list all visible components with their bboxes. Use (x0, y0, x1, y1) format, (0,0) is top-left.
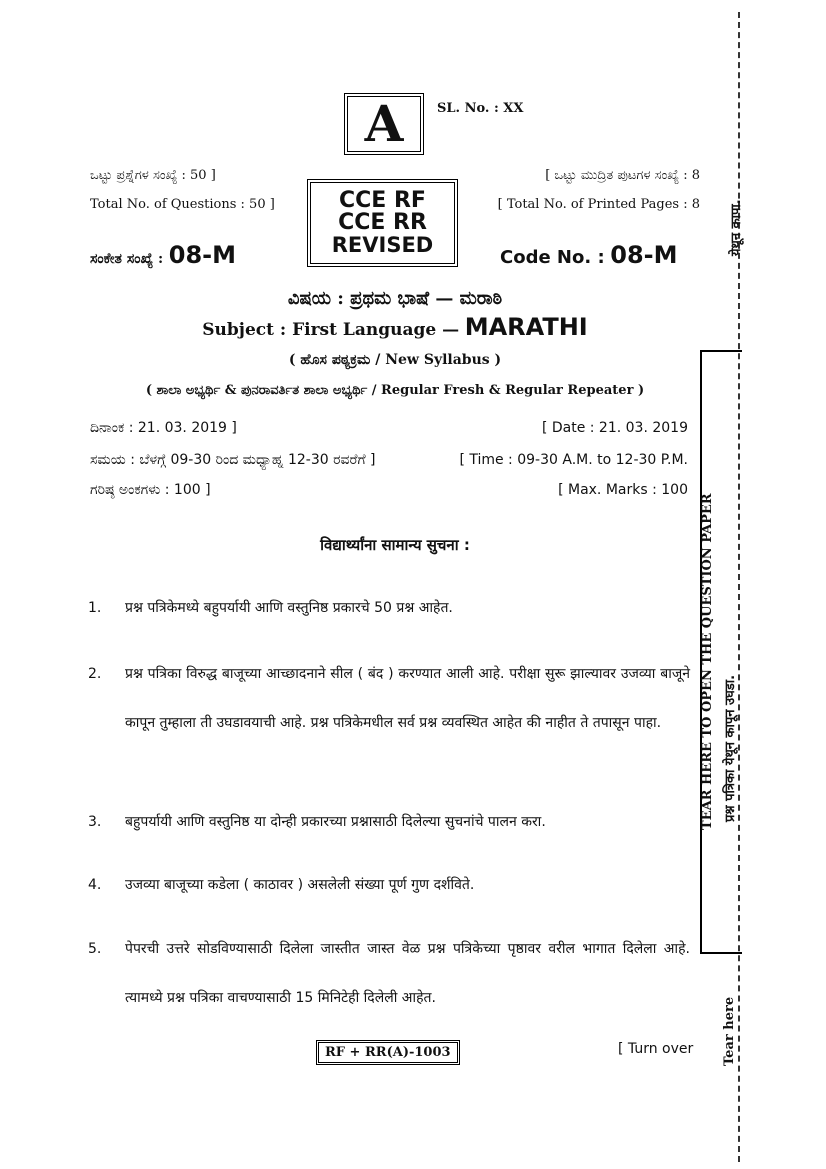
time-en: [ Time : 09-30 A.M. to 12-30 P.M. (459, 452, 688, 468)
code-number-en (500, 241, 678, 269)
code-number-kn (90, 241, 236, 269)
tear-here-label: Tear here (722, 996, 737, 1066)
tear-instruction-mr: प्रश्न पत्रिका येथून कापून उघडा. (723, 674, 738, 822)
instruction-number: 3. (88, 814, 102, 830)
instruction-number: 2. (88, 666, 102, 682)
code-label-kn: ಸಂಕೇತ ಸಂಖ್ಯೆ : (90, 251, 164, 267)
serial-number: SL. No. : XX (437, 101, 524, 116)
code-label-en: Code No. : (500, 247, 605, 268)
subject-value-en: MARATHI (464, 313, 588, 341)
exam-type-line-1: CCE RF (339, 187, 426, 213)
exam-type-box (307, 179, 458, 267)
exam-type-line-3: REVISED (331, 232, 434, 257)
instruction-item (88, 925, 690, 1023)
questions-count-kn: ಒಟ್ಟು ಪ್ರಶ್ನೆಗಳ ಸಂಖ್ಯೆ : 50 ] (90, 168, 216, 183)
code-value-kn: 08-M (168, 241, 237, 269)
paper-code: RF + RR(A)-1003 (316, 1040, 460, 1065)
candidate-type: ( ಶಾಲಾ ಅಭ್ಯರ್ಥಿ & ಪುನರಾವರ್ತಿತ ಶಾಲಾ ಅಭ್ಯರ್ಥಿ / Regular Fresh & Regular Repeater ) (145, 383, 645, 398)
cut-here-label: येथून कापा. (729, 199, 744, 256)
turn-over-note: [ Turn over (618, 1041, 694, 1057)
booklet-letter-box (344, 93, 424, 155)
subject-kn: ವಿಷಯ : ಪ್ರಥಮ ಭಾಷೆ — ಮರಾಠಿ (287, 288, 503, 309)
instruction-item (88, 650, 690, 748)
instruction-number: 5. (88, 941, 102, 957)
subject-label-en: Subject : First Language — (202, 320, 460, 340)
instruction-item (88, 861, 690, 910)
marks-en: [ Max. Marks : 100 (558, 482, 688, 498)
code-value-en: 08-M (610, 241, 678, 269)
instructions-heading: विद्यार्थ्यांना सामान्य सुचना : (320, 536, 470, 554)
exam-type-line-2: CCE RR (338, 210, 427, 236)
instruction-item (88, 798, 690, 847)
instruction-text: बहुपर्यायी आणि वस्तुनिष्ठ या दोन्ही प्रकारच्या प्रश्नासाठी दिलेल्या सुचनांचे पालन करा. (125, 814, 546, 830)
syllabus: ( ಹೊಸ ಪಠ್ಯಕ್ರಮ / New Syllabus ) (288, 352, 502, 368)
instruction-item (88, 584, 690, 633)
instruction-text: उजव्या बाजूच्या कडेला ( काठावर ) असलेली संख्या पूर्ण गुण दर्शविते. (125, 877, 475, 893)
questions-count-en: Total No. of Questions : 50 ] (90, 197, 275, 212)
time-kn: ಸಮಯ : ಬೆಳಗ್ಗೆ 09-30 ರಿಂದ ಮಧ್ಯಾಹ್ನ 12-30 ರವರೆಗೆ ] (90, 452, 376, 468)
instruction-text: प्रश्न पत्रिका विरुद्ध बाजूच्या आच्छादनाने सील ( बंद ) करण्यात आली आहे. परीक्षा सुरू झाल्यावर उजव्या बाजूने कापून तुम्हाला ती उघडावयाची आहे. प्रश्न पत्रिकेमधील सर्व प्रश्न व्यवस्थित आहेत की नाहीत ते तपासून पाहा. (125, 666, 690, 731)
instruction-number: 4. (88, 877, 102, 893)
marks-kn: ಗರಿಷ್ಠ ಅಂಕಗಳು : 100 ] (90, 482, 211, 498)
date-kn: ದಿನಾಂಕ : 21. 03. 2019 ] (90, 420, 237, 436)
booklet-letter: A (364, 94, 404, 153)
instruction-text: प्रश्न पत्रिकेमध्ये बहुपर्यायी आणि वस्तुनिष्ठ प्रकारचे 50 प्रश्न आहेत. (125, 600, 453, 616)
pages-count-kn: [ ಒಟ್ಟು ಮುದ್ರಿತ ಪುಟಗಳ ಸಂಖ್ಯೆ : 8 (545, 168, 700, 183)
instruction-number: 1. (88, 600, 102, 616)
date-en: [ Date : 21. 03. 2019 (541, 420, 688, 436)
subject-en (90, 313, 700, 341)
tear-instruction-en: TEAR HERE TO OPEN THE QUESTION PAPER (700, 493, 715, 830)
pages-count-en: [ Total No. of Printed Pages : 8 (497, 197, 700, 212)
instruction-text: पेपरची उत्तरे सोडविण्यासाठी दिलेला जास्तीत जास्त वेळ प्रश्न पत्रिकेच्या पृष्ठावर वरील भागात दिलेला आहे. त्यामध्ये प्रश्न पत्रिका वाचण्यासाठी 15 मिनिटेही दिलेली आहेत. (125, 941, 690, 1006)
